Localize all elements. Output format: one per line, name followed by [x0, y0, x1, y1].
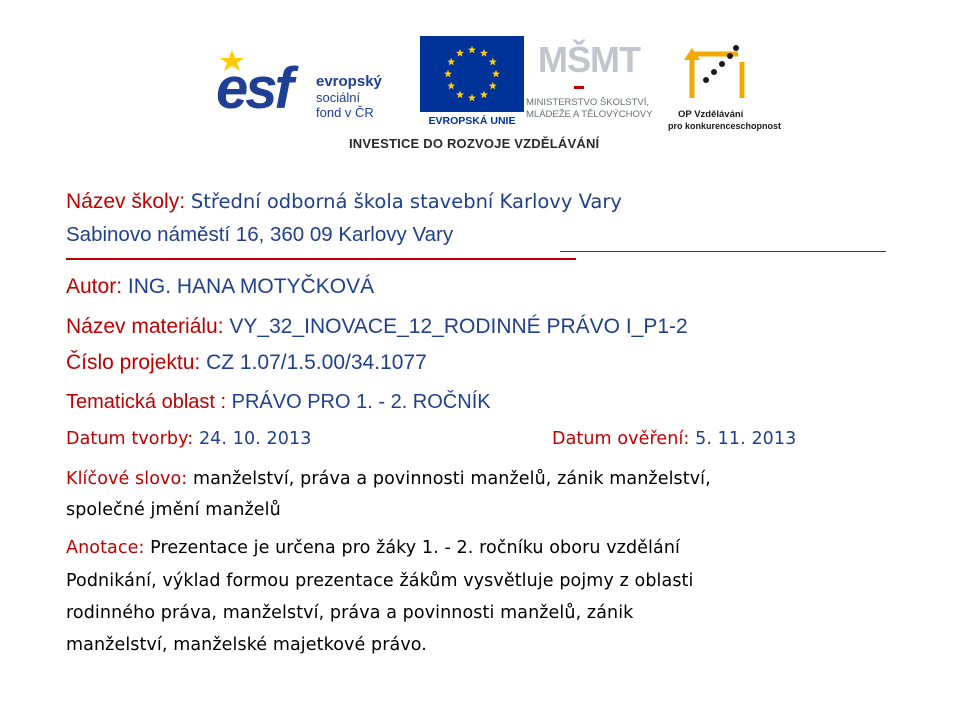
keywords-line1: [66, 471, 711, 489]
msmt-line2: MLÁDEŽE A TĚLOVÝCHOVY: [526, 109, 653, 120]
author-line: [66, 276, 374, 297]
investice-banner: INVESTICE DO ROZVOJE VZDĚLÁVÁNÍ: [349, 136, 600, 151]
school-line: [66, 191, 622, 212]
esf-letters: esf: [216, 56, 291, 121]
op-logo: [668, 40, 794, 140]
op-arrow-mark-icon: [682, 40, 762, 102]
date-created-label: Datum tvorby:: [66, 429, 194, 449]
logo-strip: [194, 18, 796, 166]
author-label: Autor:: [66, 275, 123, 298]
esf-line1: evropský: [316, 73, 382, 90]
annotation-label: Anotace:: [66, 538, 145, 558]
annotation-text3: rodinného práva, manželství, práva a povinnosti manželů, zánik: [66, 603, 634, 623]
op-line2: pro konkurenceschopnost: [668, 121, 782, 131]
keywords-text1: manželství, práva a povinnosti manželů, zánik manželství,: [192, 469, 711, 489]
area-line: [66, 392, 491, 412]
material-label: Název materiálu:: [66, 315, 224, 338]
eu-flag-icon: [420, 36, 524, 112]
header-divider: [66, 258, 576, 260]
annotation-text4: manželství, manželské majetkové právo.: [66, 635, 427, 655]
school-label: Název školy:: [66, 190, 186, 213]
annotation-text2: Podnikání, výklad formou prezentace žákům vysvětluje pojmy z oblasti: [66, 571, 694, 591]
material-value: VY_32_INOVACE_12_RODINNÉ PRÁVO I_P1-2: [229, 315, 688, 338]
date-verified-value: 5. 11. 2013: [695, 429, 797, 449]
keywords-text2: společné jmění manželů: [66, 500, 281, 520]
school-address: Sabinovo náměstí 16, 360 09 Karlovy Vary: [66, 223, 454, 246]
msmt-line1: MINISTERSTVO ŠKOLSTVÍ,: [526, 97, 649, 108]
esf-line3: fond v ČR: [316, 105, 374, 120]
school-name: Střední odborná škola stavební Karlovy Vary: [190, 190, 622, 213]
eu-caption: EVROPSKÁ UNIE: [428, 115, 516, 127]
date-verified-line: [552, 431, 796, 449]
date-verified-label: Datum ověření:: [552, 429, 690, 449]
project-value: CZ 1.07/1.5.00/34.1077: [206, 351, 427, 374]
msmt-mark: MŠMT: [538, 39, 640, 80]
project-line: [66, 352, 427, 373]
area-value: PRÁVO PRO 1. - 2. ROČNÍK: [231, 391, 491, 413]
eu-logo: [420, 36, 524, 136]
annotation-line1: [66, 540, 680, 558]
material-line: [66, 316, 688, 337]
msmt-logo: [526, 38, 653, 138]
area-label: Tematická oblast :: [66, 391, 227, 413]
msmt-red-dash-icon: [532, 84, 642, 94]
header-divider-extension: [560, 251, 886, 252]
keywords-label: Klíčové slovo:: [66, 469, 188, 489]
author-value: ING. HANA MOTYČKOVÁ: [127, 275, 375, 298]
date-created-value: 24. 10. 2013: [198, 429, 312, 449]
op-line1: OP Vzdělávání: [678, 109, 744, 120]
annotation-text1: Prezentace je určena pro žáky 1. - 2. ročníku oboru vzdělání: [150, 538, 680, 558]
project-label: Číslo projektu:: [66, 351, 201, 374]
date-created-line: [66, 431, 311, 449]
esf-line2: sociální: [316, 90, 361, 105]
